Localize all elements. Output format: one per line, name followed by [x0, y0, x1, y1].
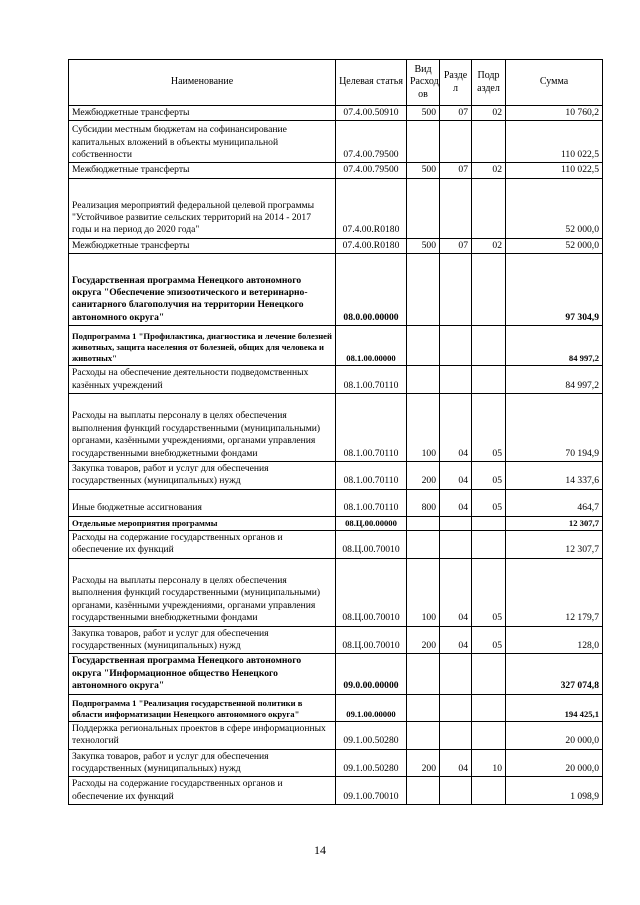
row-subsection: [472, 777, 506, 805]
table-row: [69, 326, 603, 366]
row-section: 04: [440, 489, 472, 516]
table-row: [69, 530, 603, 558]
row-name: Реализация мероприятий федеральной целевой программы "Устойчивое развитие сельских территорий на 2014 - 2017 годы и на период до 2020 года": [69, 178, 336, 238]
row-section: [440, 121, 472, 163]
row-subsection: [472, 121, 506, 163]
row-expense-type: [407, 178, 440, 238]
row-expense-type: 500: [407, 238, 440, 253]
row-target-article: 09.1.00.50280: [336, 749, 407, 777]
row-section: 07: [440, 106, 472, 121]
row-sum: 110 022,5: [506, 121, 603, 163]
table-row: [69, 394, 603, 462]
row-name: Поддержка региональных проектов в сфере информационных технологий: [69, 721, 336, 749]
row-name: Закупка товаров, работ и услуг для обеспечения государственных (муниципальных) нужд: [69, 462, 336, 490]
row-name: Закупка товаров, работ и услуг для обеспечения государственных (муниципальных) нужд: [69, 626, 336, 654]
table-row: [69, 694, 603, 721]
header-subsection: Подр аздел: [472, 60, 506, 106]
row-section: 04: [440, 749, 472, 777]
row-expense-type: 200: [407, 462, 440, 490]
row-subsection: [472, 366, 506, 394]
row-name: Государственная программа Ненецкого автономного округа "Информационное общество Ненецкого автономного округа": [69, 654, 336, 694]
header-expense-type: Вид Расход ов: [407, 60, 440, 106]
table-row: [69, 626, 603, 654]
row-sum: 1 098,9: [506, 777, 603, 805]
row-sum: 52 000,0: [506, 178, 603, 238]
row-expense-type: [407, 530, 440, 558]
row-sum: 110 022,5: [506, 163, 603, 178]
row-expense-type: 500: [407, 163, 440, 178]
row-name: Субсидии местным бюджетам на софинансирование капитальных вложений в объекты муниципальной собственности: [69, 121, 336, 163]
row-target-article: 08.Ц.00.00000: [336, 516, 407, 530]
table-row: [69, 749, 603, 777]
row-name: Расходы на содержание государственных органов и обеспечение их функций: [69, 777, 336, 805]
row-expense-type: 100: [407, 558, 440, 626]
row-subsection: [472, 516, 506, 530]
row-section: 07: [440, 238, 472, 253]
row-target-article: 09.1.00.00000: [336, 694, 407, 721]
header-name: Наименование: [69, 60, 336, 106]
row-target-article: 08.0.00.00000: [336, 254, 407, 326]
row-name: Подпрограмма 1 "Реализация государственной политики в области информатизации Ненецкого автономного округа": [69, 694, 336, 721]
row-subsection: [472, 721, 506, 749]
row-expense-type: [407, 326, 440, 366]
table-row: [69, 178, 603, 238]
table-row: [69, 516, 603, 530]
row-sum: 70 194,9: [506, 394, 603, 462]
row-subsection: 02: [472, 106, 506, 121]
row-name: Межбюджетные трансферты: [69, 238, 336, 253]
row-target-article: 09.0.00.00000: [336, 654, 407, 694]
row-subsection: 10: [472, 749, 506, 777]
row-section: [440, 654, 472, 694]
row-subsection: [472, 654, 506, 694]
row-name: Расходы на обеспечение деятельности подведомственных казённых учреждений: [69, 366, 336, 394]
row-sum: 12 307,7: [506, 530, 603, 558]
row-section: [440, 777, 472, 805]
row-subsection: 02: [472, 238, 506, 253]
row-section: 04: [440, 558, 472, 626]
row-name: Государственная программа Ненецкого автономного округа "Обеспечение эпизоотического и ветеринарно-санитарного благополучия на территории Ненецкого автономного округа": [69, 254, 336, 326]
row-subsection: [472, 178, 506, 238]
row-section: [440, 721, 472, 749]
table-row: [69, 163, 603, 178]
table-row: [69, 238, 603, 253]
row-subsection: 05: [472, 626, 506, 654]
row-sum: 12 179,7: [506, 558, 603, 626]
row-sum: 20 000,0: [506, 749, 603, 777]
row-expense-type: [407, 654, 440, 694]
row-expense-type: 100: [407, 394, 440, 462]
row-sum: 327 074,8: [506, 654, 603, 694]
row-expense-type: [407, 721, 440, 749]
table-row: [69, 558, 603, 626]
row-subsection: [472, 694, 506, 721]
row-target-article: 08.1.00.70110: [336, 366, 407, 394]
row-sum: 84 997,2: [506, 366, 603, 394]
row-subsection: 05: [472, 462, 506, 490]
row-expense-type: [407, 366, 440, 394]
row-expense-type: 200: [407, 749, 440, 777]
row-target-article: 08.1.00.70110: [336, 489, 407, 516]
header-section: Разде л: [440, 60, 472, 106]
row-name: Закупка товаров, работ и услуг для обеспечения государственных (муниципальных) нужд: [69, 749, 336, 777]
table-row: [69, 254, 603, 326]
table-row: [69, 489, 603, 516]
row-expense-type: [407, 516, 440, 530]
table-row: [69, 654, 603, 694]
row-expense-type: 500: [407, 106, 440, 121]
row-name: Межбюджетные трансферты: [69, 163, 336, 178]
row-sum: 14 337,6: [506, 462, 603, 490]
table-row: [69, 366, 603, 394]
header-target-article: Целевая статья: [336, 60, 407, 106]
row-expense-type: 800: [407, 489, 440, 516]
row-sum: 464,7: [506, 489, 603, 516]
row-sum: 128,0: [506, 626, 603, 654]
row-sum: 20 000,0: [506, 721, 603, 749]
row-target-article: 08.Ц.00.70010: [336, 558, 407, 626]
row-sum: 52 000,0: [506, 238, 603, 253]
row-section: 04: [440, 462, 472, 490]
header-sum: Сумма: [506, 60, 603, 106]
row-sum: 194 425,1: [506, 694, 603, 721]
row-expense-type: [407, 694, 440, 721]
row-section: 04: [440, 626, 472, 654]
table-row: [69, 462, 603, 490]
row-target-article: 07.4.00.R0180: [336, 178, 407, 238]
page-number: 14: [314, 843, 326, 857]
table-row: [69, 721, 603, 749]
row-target-article: 08.1.00.70110: [336, 462, 407, 490]
row-sum: 84 997,2: [506, 326, 603, 366]
table-row: [69, 777, 603, 805]
row-target-article: 07.4.00.50910: [336, 106, 407, 121]
table-row: [69, 121, 603, 163]
row-subsection: 02: [472, 163, 506, 178]
table-row: [69, 106, 603, 121]
row-target-article: 08.1.00.00000: [336, 326, 407, 366]
row-name: Расходы на выплаты персоналу в целях обеспечения выполнения функций государственными (муниципальными) органами, казёнными учреждениями, органами управления государственными внебюджетными фондами: [69, 558, 336, 626]
budget-table: [68, 59, 603, 805]
row-name: Расходы на содержание государственных органов и обеспечение их функций: [69, 530, 336, 558]
row-expense-type: [407, 121, 440, 163]
row-target-article: 09.1.00.70010: [336, 777, 407, 805]
row-target-article: 07.4.00.79500: [336, 121, 407, 163]
row-subsection: 05: [472, 394, 506, 462]
row-subsection: 05: [472, 489, 506, 516]
row-name: Иные бюджетные ассигнования: [69, 489, 336, 516]
row-subsection: 05: [472, 558, 506, 626]
row-name: Расходы на выплаты персоналу в целях обеспечения выполнения функций государственными (муниципальными) органами, казёнными учреждениями, органами управления государственными внебюджетными фондами: [69, 394, 336, 462]
row-section: [440, 516, 472, 530]
table-header-row: [69, 60, 603, 106]
row-name: Подпрограмма 1 "Профилактика, диагностика и лечение болезней животных, защита населения от болезней, общих для человека и животных": [69, 326, 336, 366]
row-target-article: 07.4.00.R0180: [336, 238, 407, 253]
row-section: [440, 254, 472, 326]
row-target-article: 09.1.00.50280: [336, 721, 407, 749]
row-section: 04: [440, 394, 472, 462]
row-target-article: 07.4.00.79500: [336, 163, 407, 178]
row-section: [440, 178, 472, 238]
row-sum: 12 307,7: [506, 516, 603, 530]
row-section: [440, 694, 472, 721]
row-name: Межбюджетные трансферты: [69, 106, 336, 121]
row-name: Отдельные мероприятия программы: [69, 516, 336, 530]
row-expense-type: [407, 254, 440, 326]
row-section: [440, 326, 472, 366]
row-target-article: 08.Ц.00.70010: [336, 530, 407, 558]
row-section: [440, 366, 472, 394]
row-subsection: [472, 530, 506, 558]
table-body: [69, 106, 603, 805]
row-target-article: 08.Ц.00.70010: [336, 626, 407, 654]
row-expense-type: [407, 777, 440, 805]
row-subsection: [472, 326, 506, 366]
row-section: 07: [440, 163, 472, 178]
row-subsection: [472, 254, 506, 326]
row-target-article: 08.1.00.70110: [336, 394, 407, 462]
row-expense-type: 200: [407, 626, 440, 654]
row-section: [440, 530, 472, 558]
row-sum: 97 304,9: [506, 254, 603, 326]
row-sum: 10 760,2: [506, 106, 603, 121]
